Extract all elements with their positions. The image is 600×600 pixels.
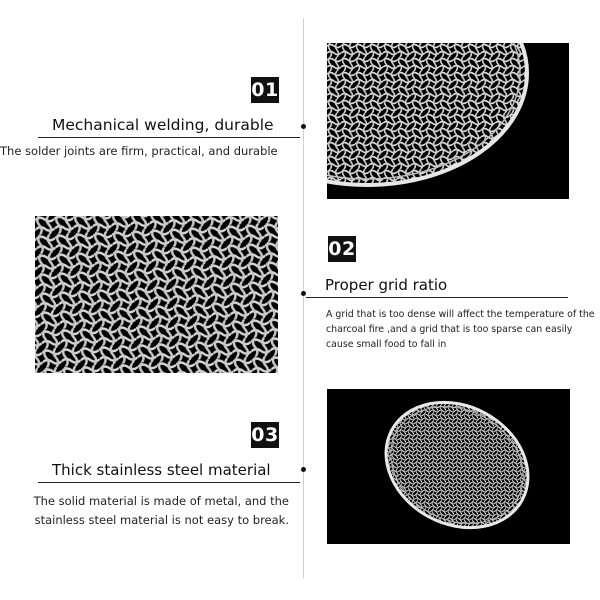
- feature-title: Thick stainless steel material: [52, 461, 271, 479]
- grill-mesh-photo-edge: [327, 43, 569, 199]
- feature-description: The solder joints are firm, practical, and durable: [0, 144, 278, 158]
- feature-title: Mechanical welding, durable: [52, 116, 274, 134]
- feature-underline: [38, 137, 300, 138]
- timeline-dot: [301, 291, 306, 296]
- grill-mesh-photo-full: [327, 389, 570, 544]
- timeline-dot: [301, 467, 306, 472]
- feature-underline: [38, 482, 300, 483]
- grill-mesh-photo-closeup: [35, 216, 278, 373]
- feature-number-badge: 01: [251, 79, 279, 101]
- timeline-divider: [303, 18, 304, 578]
- feature-title: Proper grid ratio: [325, 276, 448, 294]
- feature-underline: [306, 297, 568, 298]
- feature-description: A grid that is too dense will affect the temperature of the charcoal fire ,and a grid that is too sparse can easily cause small food to fall in: [326, 309, 595, 350]
- timeline-dot: [301, 124, 306, 129]
- feature-number-badge: 03: [251, 424, 279, 446]
- feature-number-badge: 02: [328, 238, 356, 260]
- feature-description: The solid material is made of metal, and the stainless steel material is not easy to break.: [33, 494, 289, 527]
